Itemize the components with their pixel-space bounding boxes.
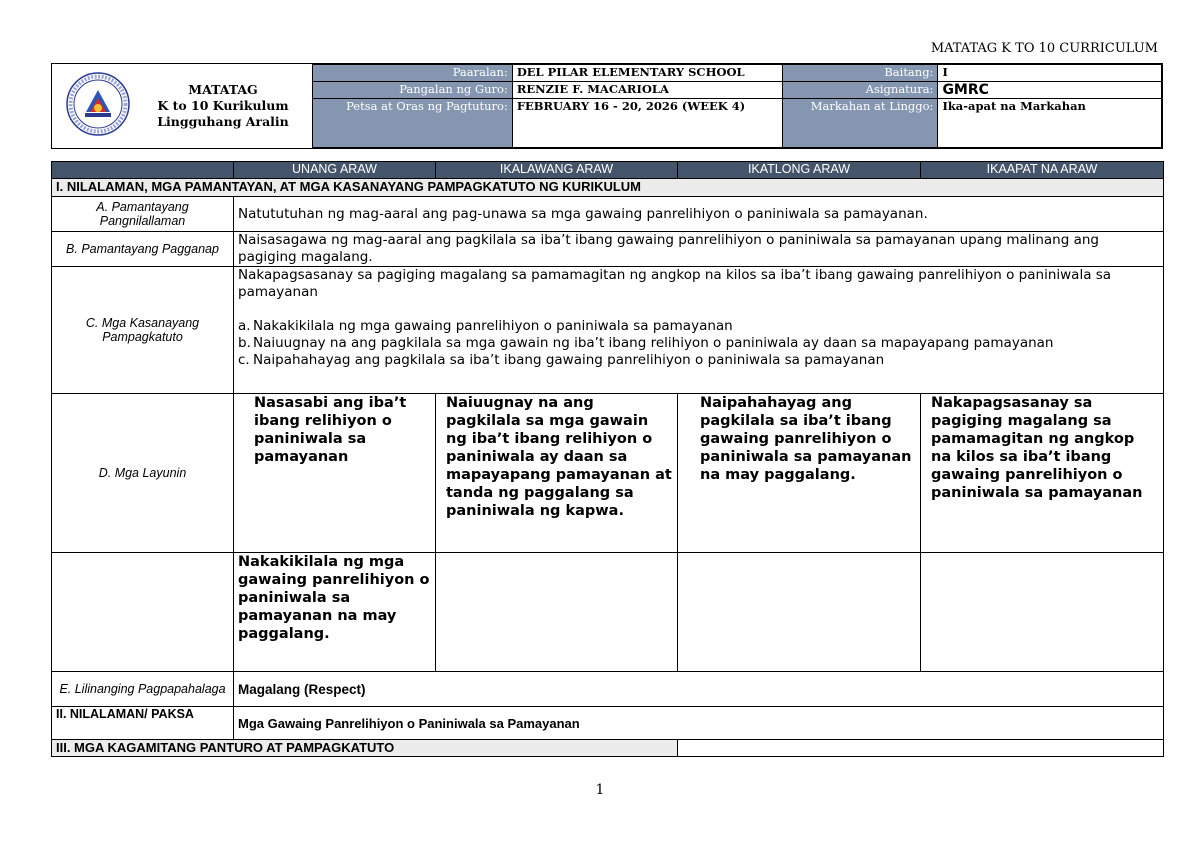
lesson-title — [148, 82, 298, 130]
row-d-extra — [52, 553, 1164, 672]
label-ii: II. NILALAMAN/ PAKSA — [52, 707, 234, 740]
section-1-heading: I. NILALAMAN, MGA PAMANTAYAN, AT MGA KASANAYANG PAMPAGKATUTO NG KURIKULUM — [52, 179, 1164, 197]
text-c — [234, 267, 1164, 394]
blank-cell — [921, 553, 1164, 672]
title-line-2: K to 10 Kurikulum — [157, 98, 289, 113]
row-c — [52, 267, 1164, 394]
petsa-value: FEBRUARY 16 - 20, 2026 (WEEK 4) — [512, 99, 782, 148]
objective-day-3: Naipahahayag ang pagkilala sa iba’t ibang gawaing panrelihiyon o paniniwala sa pamayanan na may paggalang. — [678, 394, 921, 553]
title-line-3: Lingguhang Aralin — [157, 114, 289, 129]
text-b: Naisasagawa ng mag-aaral ang pagkilala sa iba’t ibang gawaing panrelihiyon o paniniwala sa pamayanan upang malinang ang pagiging magalang. — [234, 232, 1164, 267]
page-number: 1 — [595, 782, 605, 798]
deped-seal-icon — [66, 72, 130, 136]
lesson-header — [51, 63, 1163, 149]
label-c: C. Mga Kasanayang Pampagkatuto — [52, 267, 234, 394]
row-iii — [52, 740, 1164, 757]
label-a: A. Pamantayang Pangnilallaman — [52, 197, 234, 232]
day-header-3: IKATLONG ARAW — [678, 162, 921, 179]
petsa-label: Petsa at Oras ng Pagtuturo: — [313, 99, 513, 148]
label-b: B. Pamantayang Pagganap — [52, 232, 234, 267]
label-e: E. Lilinanging Pagpapahalaga — [52, 672, 234, 707]
c-intro: Nakapagsasanay sa pagiging magalang sa pamamagitan ng angkop na kilos sa iba’t ibang gawaing panrelihiyon o paniniwala sa pamayanan — [238, 267, 1112, 300]
curriculum-note: MATATAG K TO 10 CURRICULUM — [930, 41, 1158, 56]
section-3-heading: III. MGA KAGAMITANG PANTURO AT PAMPAGKATUTO — [52, 740, 678, 757]
label-d: D. Mga Layunin — [52, 394, 234, 553]
baitang-value: I — [938, 65, 1162, 82]
day-header-1: UNANG ARAW — [234, 162, 436, 179]
text-e: Magalang (Respect) — [234, 672, 1164, 707]
day-header-2: IKALAWANG ARAW — [436, 162, 678, 179]
blank-cell — [678, 553, 921, 672]
text-a: Natututuhan ng mag-aaral ang pag-unawa sa mga gawaing panrelihiyon o paniniwala sa pamayanan. — [234, 197, 1164, 232]
paaralan-value: DEL PILAR ELEMENTARY SCHOOL — [512, 65, 782, 82]
row-e — [52, 672, 1164, 707]
objective-extra-day-1: Nakakikilala ng mga gawaing panrelihiyon o paniniwala sa pamayanan na may paggalang. — [234, 553, 436, 672]
markahan-value: Ika-apat na Markahan — [938, 99, 1162, 148]
c-item: b. Naiuugnay na ang pagkilala sa mga gawain ng iba’t ibang relihiyon o paniniwala ay daan sa mapayapang pamayanan — [238, 335, 1054, 351]
blank-cell — [678, 740, 1164, 757]
c-item: a. Nakakikilala ng mga gawaing panrelihiyon o paniniwala sa pamayanan — [238, 318, 733, 334]
blank-cell — [436, 553, 678, 672]
guro-value: RENZIE F. MACARIOLA — [512, 82, 782, 99]
day-header-blank — [52, 162, 234, 179]
blank-label-cell — [52, 553, 234, 672]
c-list — [238, 318, 1159, 369]
row-b — [52, 232, 1164, 267]
paaralan-label: Paaralan: — [313, 65, 513, 82]
row-ii — [52, 707, 1164, 740]
day-header-row — [52, 162, 1164, 179]
objective-day-2: Naiuugnay na ang pagkilala sa mga gawain ng iba’t ibang relihiyon o paniniwala ay daan sa mapayapang pamayanan at tanda ng paggalang sa paniniwala ng kapwa. — [436, 394, 678, 553]
guro-label: Pangalan ng Guro: — [313, 82, 513, 99]
c-item: c. Naipahahayag ang pagkilala sa iba’t ibang gawaing panrelihiyon o paniniwala sa pamayanan — [238, 352, 885, 368]
asignatura-label: Asignatura: — [782, 82, 938, 99]
baitang-label: Baitang: — [782, 65, 938, 82]
header-info-grid — [312, 64, 1162, 148]
day-header-4: IKAAPAT NA ARAW — [921, 162, 1164, 179]
lesson-plan-table — [51, 161, 1164, 757]
row-a — [52, 197, 1164, 232]
objective-day-4: Nakapagsasanay sa pagiging magalang sa pamamagitan ng angkop na kilos sa iba’t ibang gawaing panrelihiyon o paniniwala sa pamayanan — [921, 394, 1164, 553]
asignatura-value: GMRC — [938, 82, 1162, 99]
text-ii: Mga Gawaing Panrelihiyon o Paniniwala sa Pamayanan — [234, 707, 1164, 740]
title-line-1: MATATAG — [188, 82, 258, 97]
markahan-label: Markahan at Linggo: — [782, 99, 938, 148]
objective-day-1: Nasasabi ang iba’t ibang relihiyon o paniniwala sa pamayanan — [234, 394, 436, 553]
section-1-row — [52, 179, 1164, 197]
row-d — [52, 394, 1164, 553]
